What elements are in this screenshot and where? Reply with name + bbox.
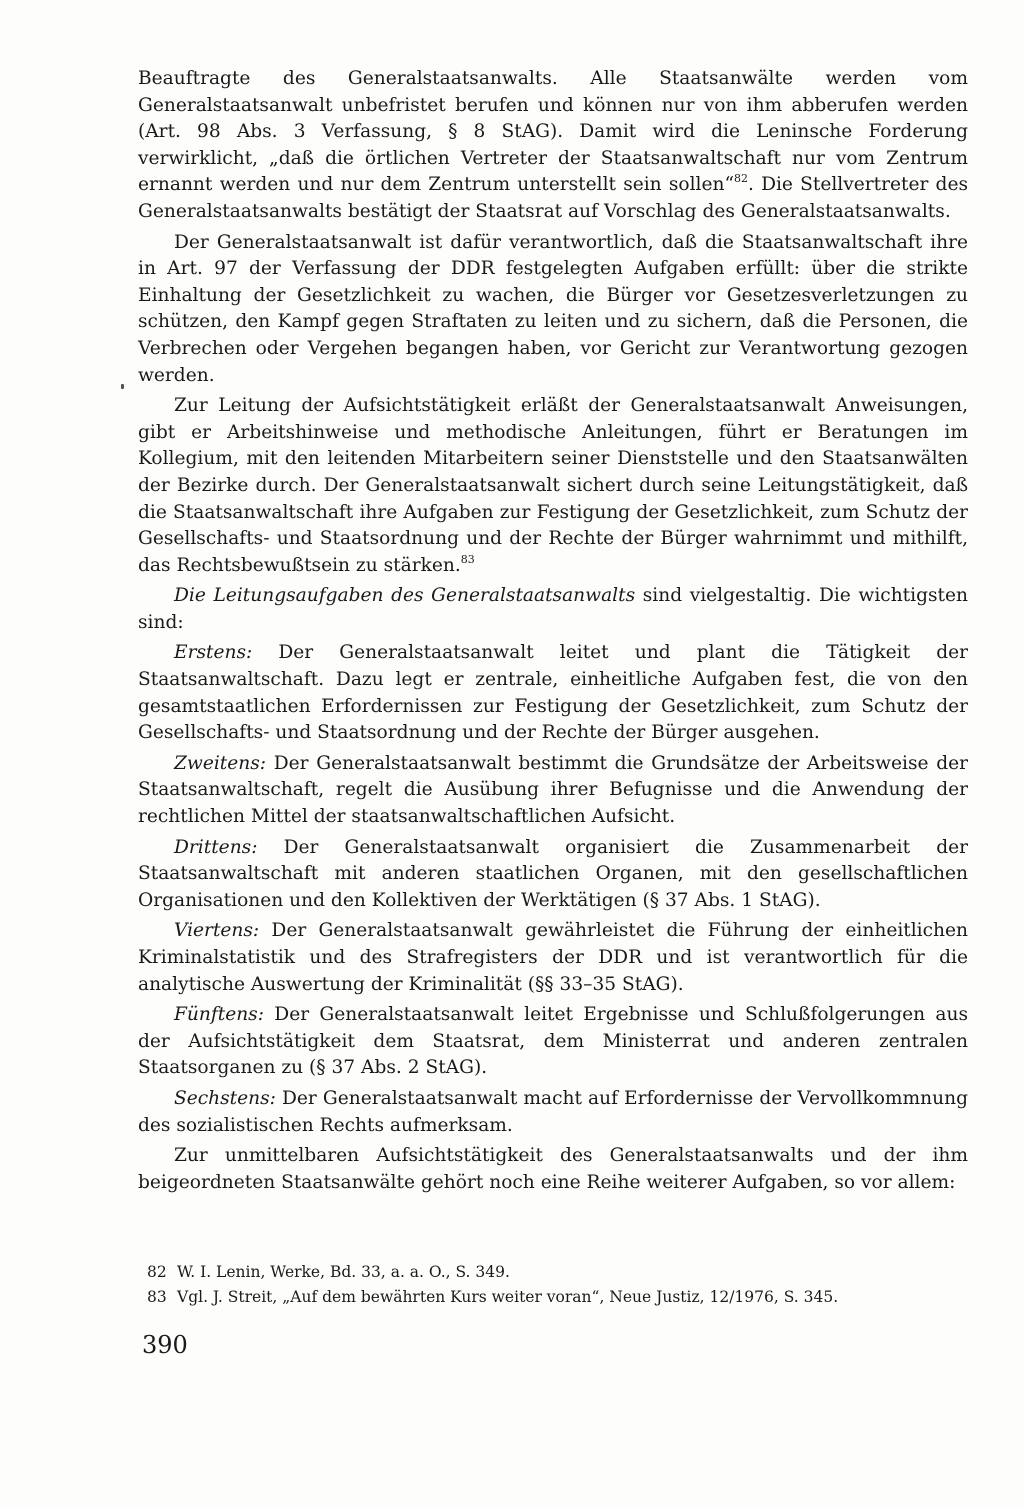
- footnote-number: 82: [147, 1263, 167, 1281]
- paragraph-text: Zur Leitung der Aufsichtstätigkeit erläßt der Generalstaatsanwalt Anweisungen, gibt er Arbeitshinweise und methodische Anleitungen, führt er Beratungen im Kollegium, mit den leitenden Mitarbeitern seiner Dienststelle und den Staatsanwälten der Bezirke durch. Der Generalstaatsanwalt sichert durch seine Leitungstätigkeit, daß die Staatsanwaltschaft ihre Aufgaben zur Festigung der Gesetzlichkeit, zum Schutz der Gesellschafts- und Staatsordnung und der Rechte der Bürger wahrnimmt und mithilft, das Rechtsbewußtsein zu stärken.: [138, 395, 968, 576]
- italic-lead: Sechstens:: [174, 1087, 276, 1109]
- paragraph-text: Der Generalstaatsanwalt leitet und plant die Tätigkeit der Staatsanwaltschaft. Dazu legt er zentrale, einheitliche Aufgaben fest, die von den gesamtstaatlichen Erfordernissen zur Festigung der Gesetzlichkeit, zum Schutz der Gesellschafts- und Staatsordnung und der Rechte der Bürger ausgehen.: [138, 642, 968, 744]
- page-number: 390: [142, 1331, 188, 1359]
- paragraph-second: [138, 751, 968, 831]
- paragraph-first: [138, 640, 968, 746]
- footnote-83: [147, 1285, 967, 1310]
- paragraph-third: [138, 835, 968, 915]
- paragraph-text: Der Generalstaatsanwalt macht auf Erfordernisse der Vervollkommnung des sozialistischen Rechts aufmerksam.: [138, 1087, 968, 1136]
- paragraph-text-continued: . Die Stellvertreter des Generalstaatsanwalts bestätigt der Staatsrat auf Vorschlag des Generalstaatsanwalts.: [138, 174, 968, 222]
- footnote-text: W. I. Lenin, Werke, Bd. 33, a. a. O., S. 349.: [177, 1263, 510, 1281]
- paragraph-leadership: [138, 393, 968, 579]
- paragraph-sixth: [138, 1086, 968, 1139]
- italic-lead: Fünftens:: [174, 1004, 264, 1026]
- paragraph-tasks-intro: [138, 583, 968, 636]
- italic-lead: Drittens:: [174, 836, 258, 858]
- paragraph-text: Beauftragte des Generalstaatsanwalts. Alle Staatsanwälte werden vom Generalstaatsanwalt unbefristet berufen und können nur von ihm abberufen werden (Art. 98 Abs. 3 Verfassung, § 8 StAG). Damit wird die Leninsche Forderung verwirklicht, „daß die örtlichen Vertreter der Staatsanwaltschaft nur vom Zentrum ernannt werden und nur dem Zentrum unterstellt sein sollen“: [138, 68, 968, 196]
- paragraph-text: Der Generalstaatsanwalt organisiert die Zusammenarbeit der Staatsanwaltschaft mit anderen staatlichen Organen, mit den gesellschaftlichen Organisationen und den Kollektiven der Werktätigen (§ 37 Abs. 1 StAG).: [138, 836, 968, 911]
- paragraph-text: Zur unmittelbaren Aufsichtstätigkeit des Generalstaatsanwalts und der ihm beigeordneten Staatsanwälte gehört noch eine Reihe weiterer Aufgaben, so vor allem:: [138, 1145, 968, 1193]
- paragraph-appointment: [138, 66, 968, 226]
- italic-lead: Erstens:: [174, 642, 253, 664]
- paragraph-text: Der Generalstaatsanwalt gewährleistet die Führung der einheitlichen Kriminalstatistik und des Strafregisters der DDR und ist verantwortlich für die analytische Auswertung der Kriminalität (§§ 33–35 StAG).: [138, 920, 968, 995]
- paragraph-further-tasks: [138, 1143, 968, 1196]
- italic-lead: Die Leitungsaufgaben des Generalstaatsanwalts: [174, 585, 636, 607]
- footnotes: [147, 1260, 967, 1310]
- main-text: [138, 66, 968, 1196]
- footnote-82: [147, 1260, 967, 1285]
- footnote-ref-82: 82: [733, 172, 748, 186]
- italic-lead: Zweitens:: [174, 752, 267, 774]
- paragraph-text: Der Generalstaatsanwalt ist dafür verantwortlich, daß die Staatsanwaltschaft ihre in Art. 97 der Verfassung der DDR festgelegten Aufgaben erfüllt: über die strikte Einhaltung der Gesetzlichkeit zu wachen, die Bürger vor Gesetzesverletzungen zu schützen, den Kampf gegen Straftaten zu leiten und zu sichern, daß die Personen, die Verbrechen oder Vergehen begangen haben, vor Gericht zur Verantwortung gezogen werden.: [138, 231, 968, 386]
- footnote-ref-83: 83: [460, 552, 475, 566]
- margin-speck: [121, 384, 124, 389]
- paragraph-text: Der Generalstaatsanwalt bestimmt die Grundsätze der Arbeitsweise der Staatsanwaltschaft, regelt die Ausübung ihrer Befugnisse und die Anwendung der rechtlichen Mittel der staatsanwaltschaftlichen Aufsicht.: [138, 752, 968, 828]
- paragraph-text: Der Generalstaatsanwalt leitet Ergebnisse und Schlußfolgerungen aus der Aufsichtstätigkeit dem Staatsrat, dem Ministerrat und anderen zentralen Staatsorganen zu (§ 37 Abs. 2 StAG).: [138, 1004, 968, 1079]
- italic-lead: Viertens:: [174, 920, 260, 942]
- footnote-number: 83: [147, 1288, 167, 1306]
- paragraph-responsibility: [138, 230, 968, 390]
- paragraph-fifth: [138, 1002, 968, 1082]
- paragraph-fourth: [138, 918, 968, 998]
- paragraph-text: sind vielgestaltig. Die wichtigsten sind:: [138, 585, 968, 633]
- footnote-text: Vgl. J. Streit, „Auf dem bewährten Kurs weiter voran“, Neue Justiz, 12/1976, S. 345.: [177, 1288, 839, 1306]
